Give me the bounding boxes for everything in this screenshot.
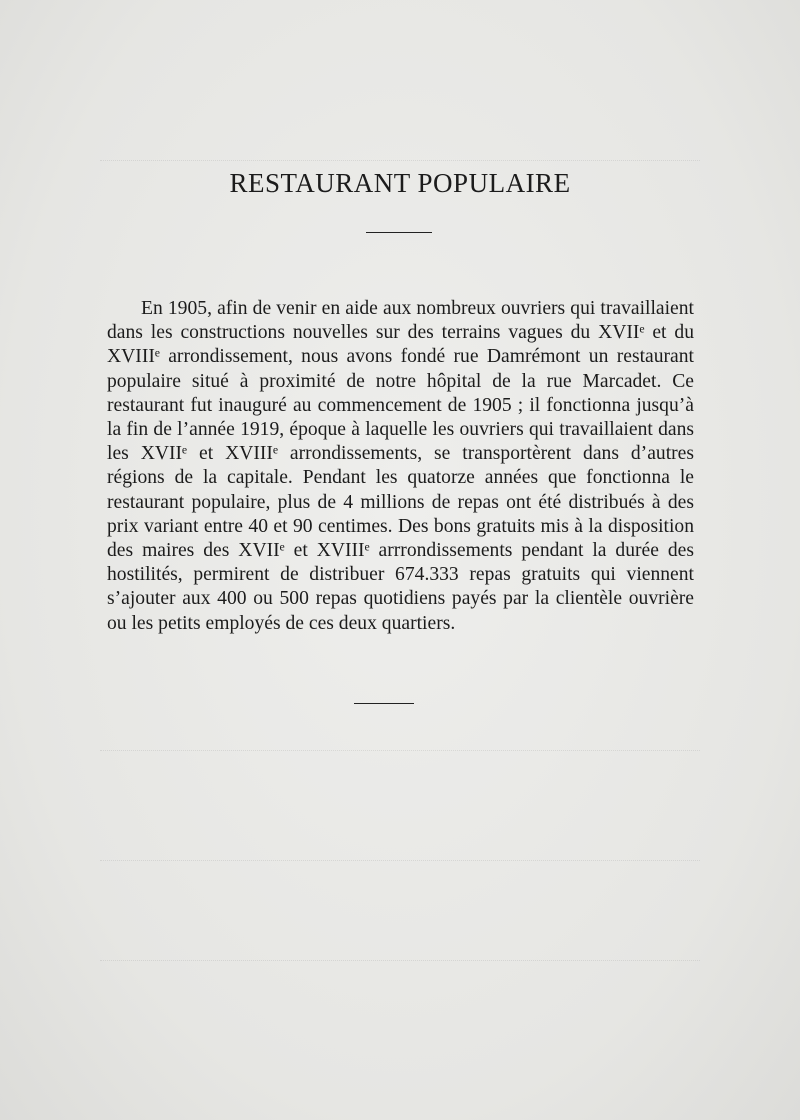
section-end-divider (354, 703, 414, 704)
show-through-line (100, 750, 700, 752)
show-through-line (100, 160, 700, 162)
body-paragraph: En 1905, afin de venir en aide aux nombreux ouvriers qui travaillaient dans les constructions nouvelles sur des terrains vagues du XVIIᵉ et du XVIIIᵉ arrondissement, nous avons fondé rue Damrémont un restaurant populaire situé à proximité de notre hôpital de la rue Marcadet. Ce restaurant fut inauguré au commencement de 1905 ; il fonctionna jusqu’à la fin de l’année 1919, époque à laquelle les ouvriers qui travaillaient dans les XVIIᵉ et XVIIIᵉ arrondissements, se transportèrent dans d’autres régions de la capitale. Pendant les quatorze années que fonctionna le restaurant populaire, plus de 4 millions de repas ont été distribués à des prix variant entre 40 et 90 centimes. Des bons gratuits mis à la disposition des maires des XVIIᵉ et XVIIIᵉ arrrondissements pendant la durée des hostilités, permirent de distribuer 674.333 repas gratuits qui viennent s’ajouter aux 400 ou 500 repas quotidiens payés par la clientèle ouvrière ou les petits employés de ces deux quartiers. (107, 298, 694, 634)
show-through-line (100, 960, 700, 962)
title-divider (366, 232, 432, 233)
page-title: RESTAURANT POPULAIRE (229, 168, 571, 198)
show-through-line (100, 860, 700, 862)
